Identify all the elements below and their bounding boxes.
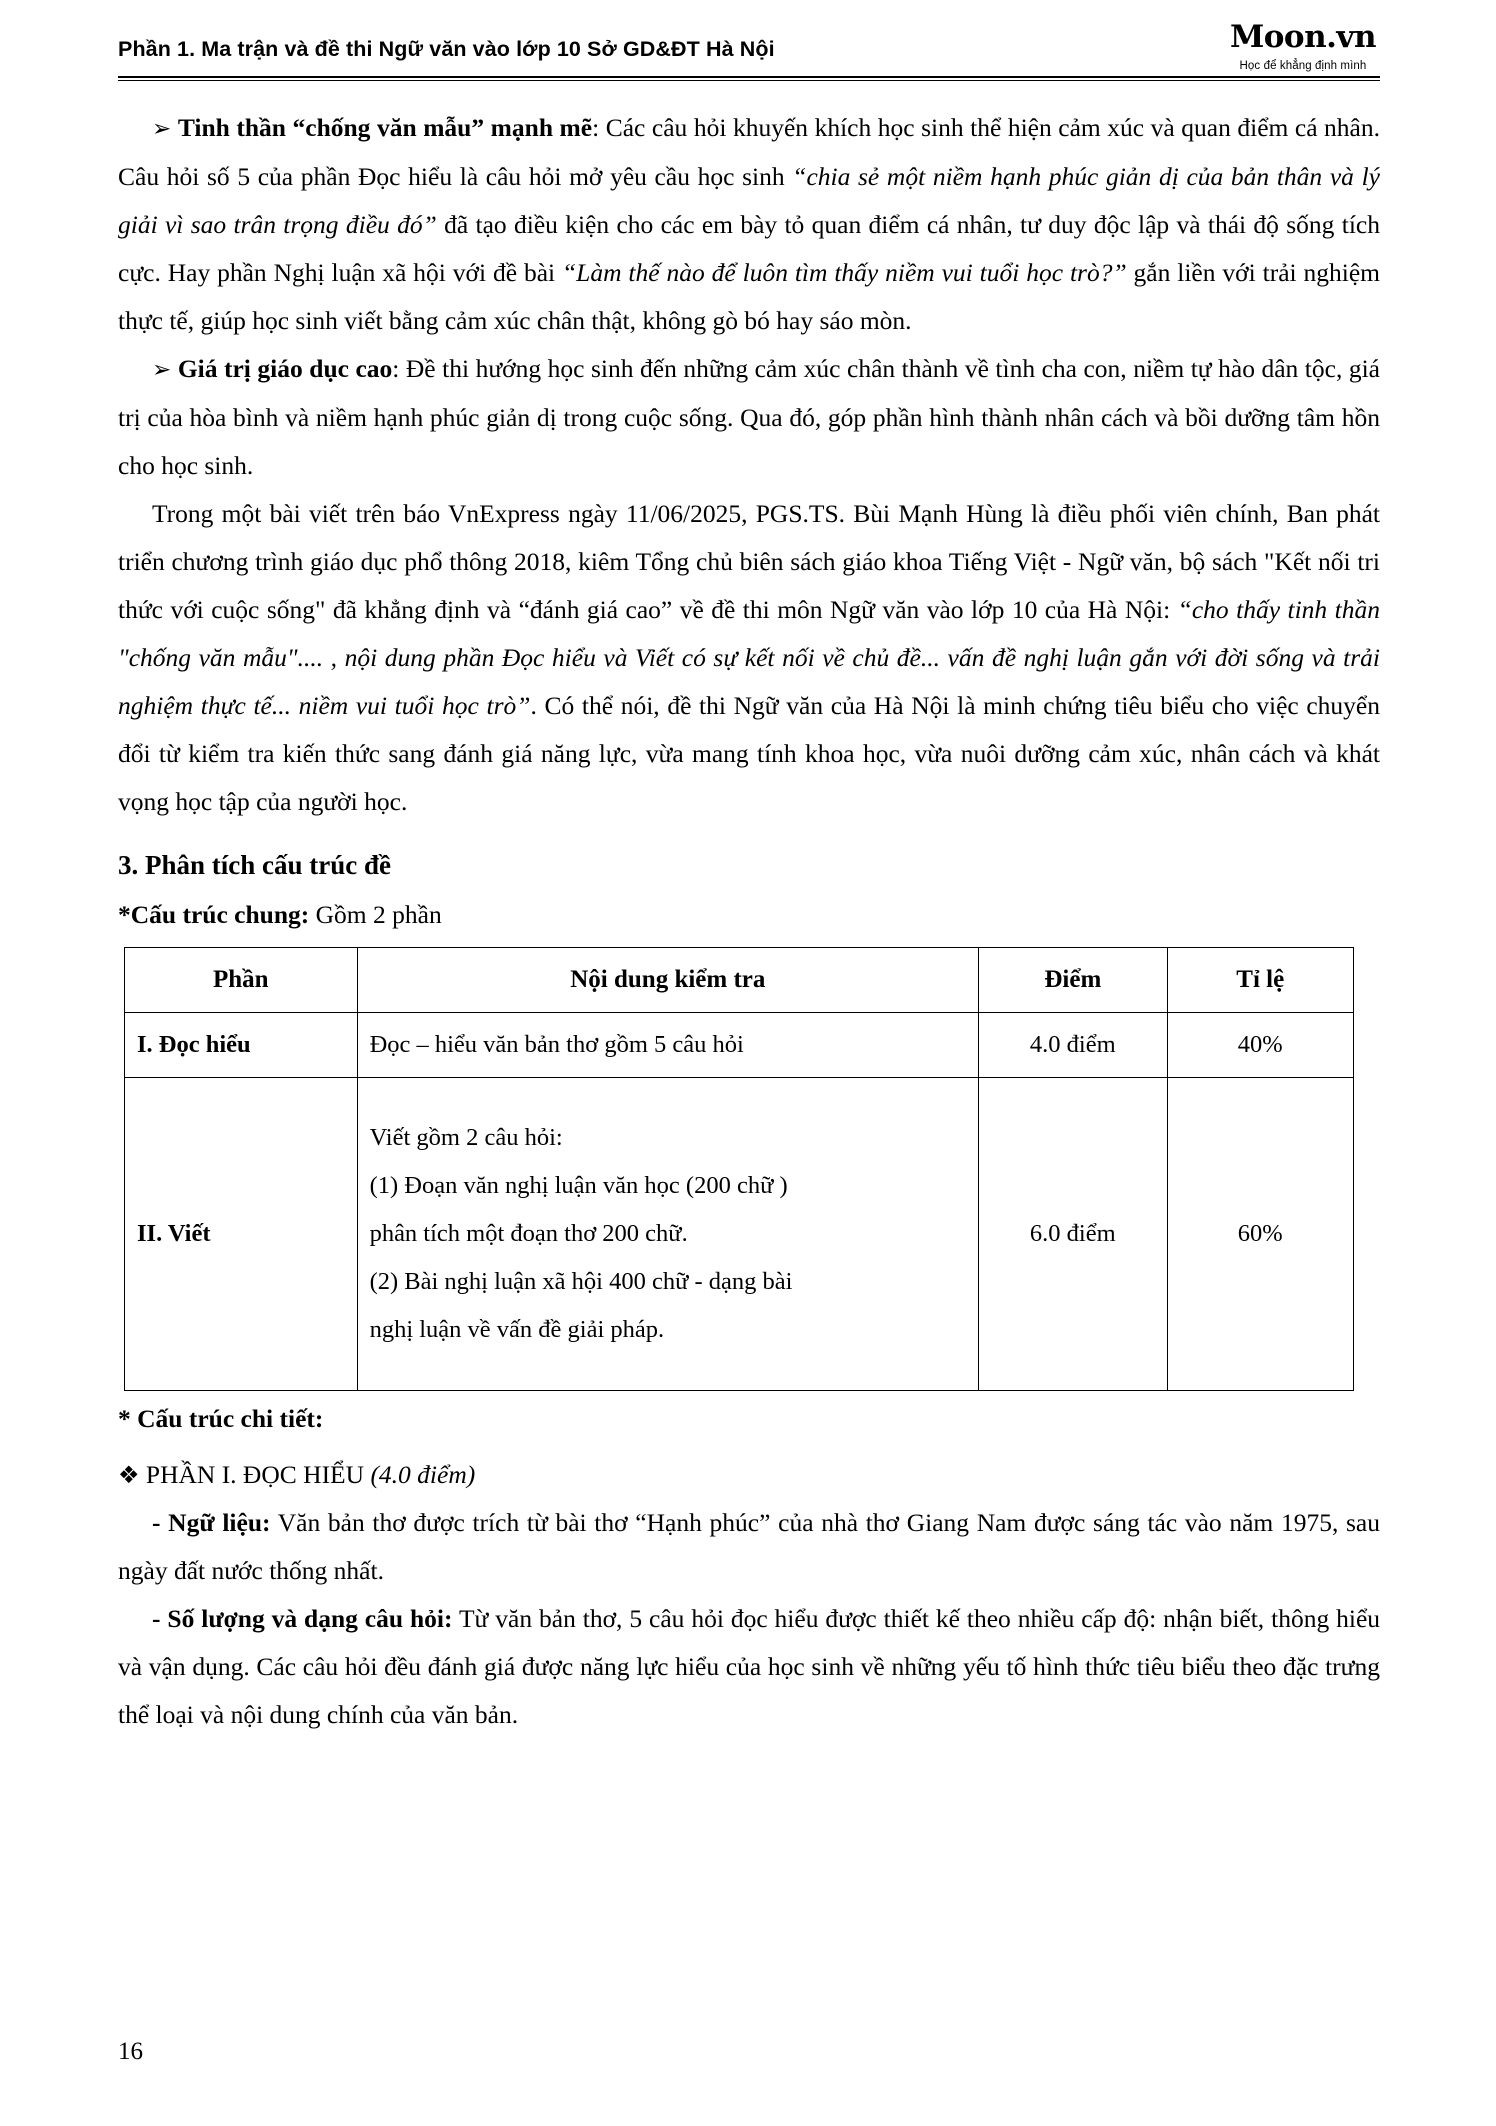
cell-noidung-line: (1) Đoạn văn nghị luận văn học (200 chữ ) — [369, 1172, 788, 1200]
part-1-title-line — [118, 1451, 1380, 1499]
para3-quote: “cho thấy tinh thần "chống văn mẫu".... , nội dung phần Đọc hiểu và Viết có sự kết nối về chủ đề... vấn đề nghị luận gắn với đời sống và trải nghiệm thực tế... niềm vui tuổi học trò” — [118, 595, 1380, 720]
cell-tile: 60% — [1167, 1078, 1353, 1391]
so-luong-text: Từ văn bản thơ, 5 câu hỏi đọc hiểu được thiết kế theo nhiều cấp độ: nhận biết, thông hiểu và vận dụng. Các câu hỏi đều đánh giá được năng lực hiểu của học sinh về những yếu tố hình thức tiêu biểu theo đặc trưng thể loại và nội dung chính của văn bản. — [118, 1604, 1381, 1730]
brand-tagline: Học để khẳng định mình — [1239, 60, 1367, 72]
para1-text-b: đã tạo điều kiện cho các em bày tỏ quan điểm cá nhân, tư duy độc lập và thái độ sống tích cực. Hay phần Nghị luận xã hội với đề bài — [118, 210, 1380, 287]
section-heading-3: 3. Phân tích cấu trúc đề — [118, 850, 391, 880]
subheading-label: *Cấu trúc chung: — [118, 900, 310, 930]
header-divider — [118, 76, 1380, 81]
ngu-lieu-text: Văn bản thơ được trích từ bài thơ “Hạnh phúc” của nhà thơ Giang Nam được sáng tác vào năm 1975, sau ngày đất nước thống nhất. — [118, 1508, 1380, 1586]
cell-noidung-line: (2) Bài nghị luận xã hội 400 chữ - dạng bài — [369, 1268, 793, 1296]
part-1-score: (4.0 điểm) — [370, 1460, 476, 1490]
part-1-label: PHẦN I. ĐỌC HIỂU — [145, 1460, 371, 1490]
running-header-title: Phần 1. Ma trận và đề thi Ngữ văn vào lớp 10 Sở GD&ĐT Hà Nội — [118, 37, 775, 61]
subheading-value: Gồm 2 phần — [309, 900, 442, 930]
cell-noidung-line: nghị luận về vấn đề giải pháp. — [369, 1316, 665, 1344]
diamond-bullet-icon: ❖ — [118, 1461, 140, 1490]
para3-text-b: . Có thể nói, đề thi Ngữ văn của Hà Nội là minh chứng tiêu biểu cho việc chuyển đổi từ kiểm tra kiến thức sang đánh giá năng lực, vừa mang tính khoa học, vừa nuôi dưỡng cảm xúc, nhân cách và khát vọng học tập của người học. — [118, 691, 1381, 816]
subheading-detailed-structure — [118, 1397, 1380, 1441]
paragraph-so-luong-cau-hoi — [118, 1595, 1380, 1739]
para1-quote-2: “Làm thế nào để luôn tìm thấy niềm vui tuổi học trò?” — [562, 258, 1127, 287]
cell-phan: I. Đọc hiểu — [125, 1013, 358, 1078]
paragraph-vnexpress-citation — [118, 490, 1380, 826]
brand-logo — [1229, 19, 1376, 72]
table-header-diem: Điểm — [979, 948, 1167, 1013]
arrow-bullet-icon: ➢ — [152, 357, 172, 383]
detail-heading: * Cấu trúc chi tiết: — [118, 1404, 324, 1434]
exam-structure-table — [124, 947, 1354, 1391]
page-header — [118, 0, 1380, 104]
cell-diem: 6.0 điểm — [979, 1078, 1167, 1391]
subheading-general-structure — [118, 893, 1380, 937]
para2-text: : Đề thi hướng học sinh đến những cảm xúc chân thành về tình cha con, niềm tự hào dân tộc, giá trị của hòa bình và niềm hạnh phúc giản dị trong cuộc sống. Qua đó, góp phần hình thành nhân cách và bồi dưỡng tâm hồn cho học sinh. — [118, 354, 1380, 480]
table-header-row — [125, 948, 1354, 1013]
arrow-bullet-icon: ➢ — [152, 116, 172, 142]
cell-noidung — [357, 1078, 979, 1391]
table-header-tile: Tỉ lệ — [1167, 948, 1353, 1013]
cell-noidung — [357, 1013, 979, 1078]
para1-quote-1: “chia sẻ một niềm hạnh phúc giản dị của bản thân và lý giải vì sao trân trọng điều đó” — [118, 162, 1380, 239]
paragraph-education-value — [118, 345, 1380, 490]
table-row — [125, 1078, 1354, 1391]
cell-noidung-line: Đọc – hiểu văn bản thơ gồm 5 câu hỏi — [369, 1031, 744, 1059]
paragraph-ngu-lieu — [118, 1499, 1380, 1595]
paragraph-anti-essay-template — [118, 104, 1380, 345]
cell-diem: 4.0 điểm — [979, 1013, 1167, 1078]
table-row — [125, 1013, 1354, 1078]
page-content — [118, 0, 1380, 1739]
table-header-phan: Phần — [125, 948, 358, 1013]
ngu-lieu-label: - Ngữ liệu: — [152, 1508, 271, 1538]
page-number: 16 — [118, 2038, 143, 2065]
para1-text-a: : Các câu hỏi khuyến khích học sinh thể hiện cảm xúc và quan điểm cá nhân. Câu hỏi số 5 của phần Đọc hiểu là câu hỏi mở yêu cầu học sinh — [118, 113, 1381, 191]
cell-tile: 40% — [1167, 1013, 1353, 1078]
so-luong-label: - Số lượng và dạng câu hỏi: — [152, 1604, 453, 1634]
table-header-noidung: Nội dung kiểm tra — [357, 948, 979, 1013]
cell-noidung-line: phân tích một đoạn thơ 200 chữ. — [369, 1220, 688, 1248]
brand-name: Moon.vn — [1229, 19, 1376, 55]
para2-bold-lead: Giá trị giáo dục cao — [177, 354, 393, 383]
para1-bold-lead: Tinh thần “chống văn mẫu” mạnh mẽ — [177, 113, 593, 142]
para3-text-a: Trong một bài viết trên báo VnExpress ngày 11/06/2025, PGS.TS. Bùi Mạnh Hùng là điều phối viên chính, Ban phát triển chương trình giáo dục phổ thông 2018, kiêm Tổng chủ biên sách giáo khoa Tiếng Việt - Ngữ văn, bộ sách "Kết nối tri thức với cuộc sống" đã khẳng định và “đánh giá cao” về đề thi môn Ngữ văn vào lớp 10 của Hà Nội: — [118, 499, 1380, 624]
para1-text-c: gắn liền với trải nghiệm thực tế, giúp học sinh viết bằng cảm xúc chân thật, không gò bó hay sáo mòn. — [118, 258, 1380, 335]
cell-noidung-line: Viết gồm 2 câu hỏi: — [369, 1124, 563, 1152]
cell-phan: II. Viết — [125, 1078, 358, 1391]
